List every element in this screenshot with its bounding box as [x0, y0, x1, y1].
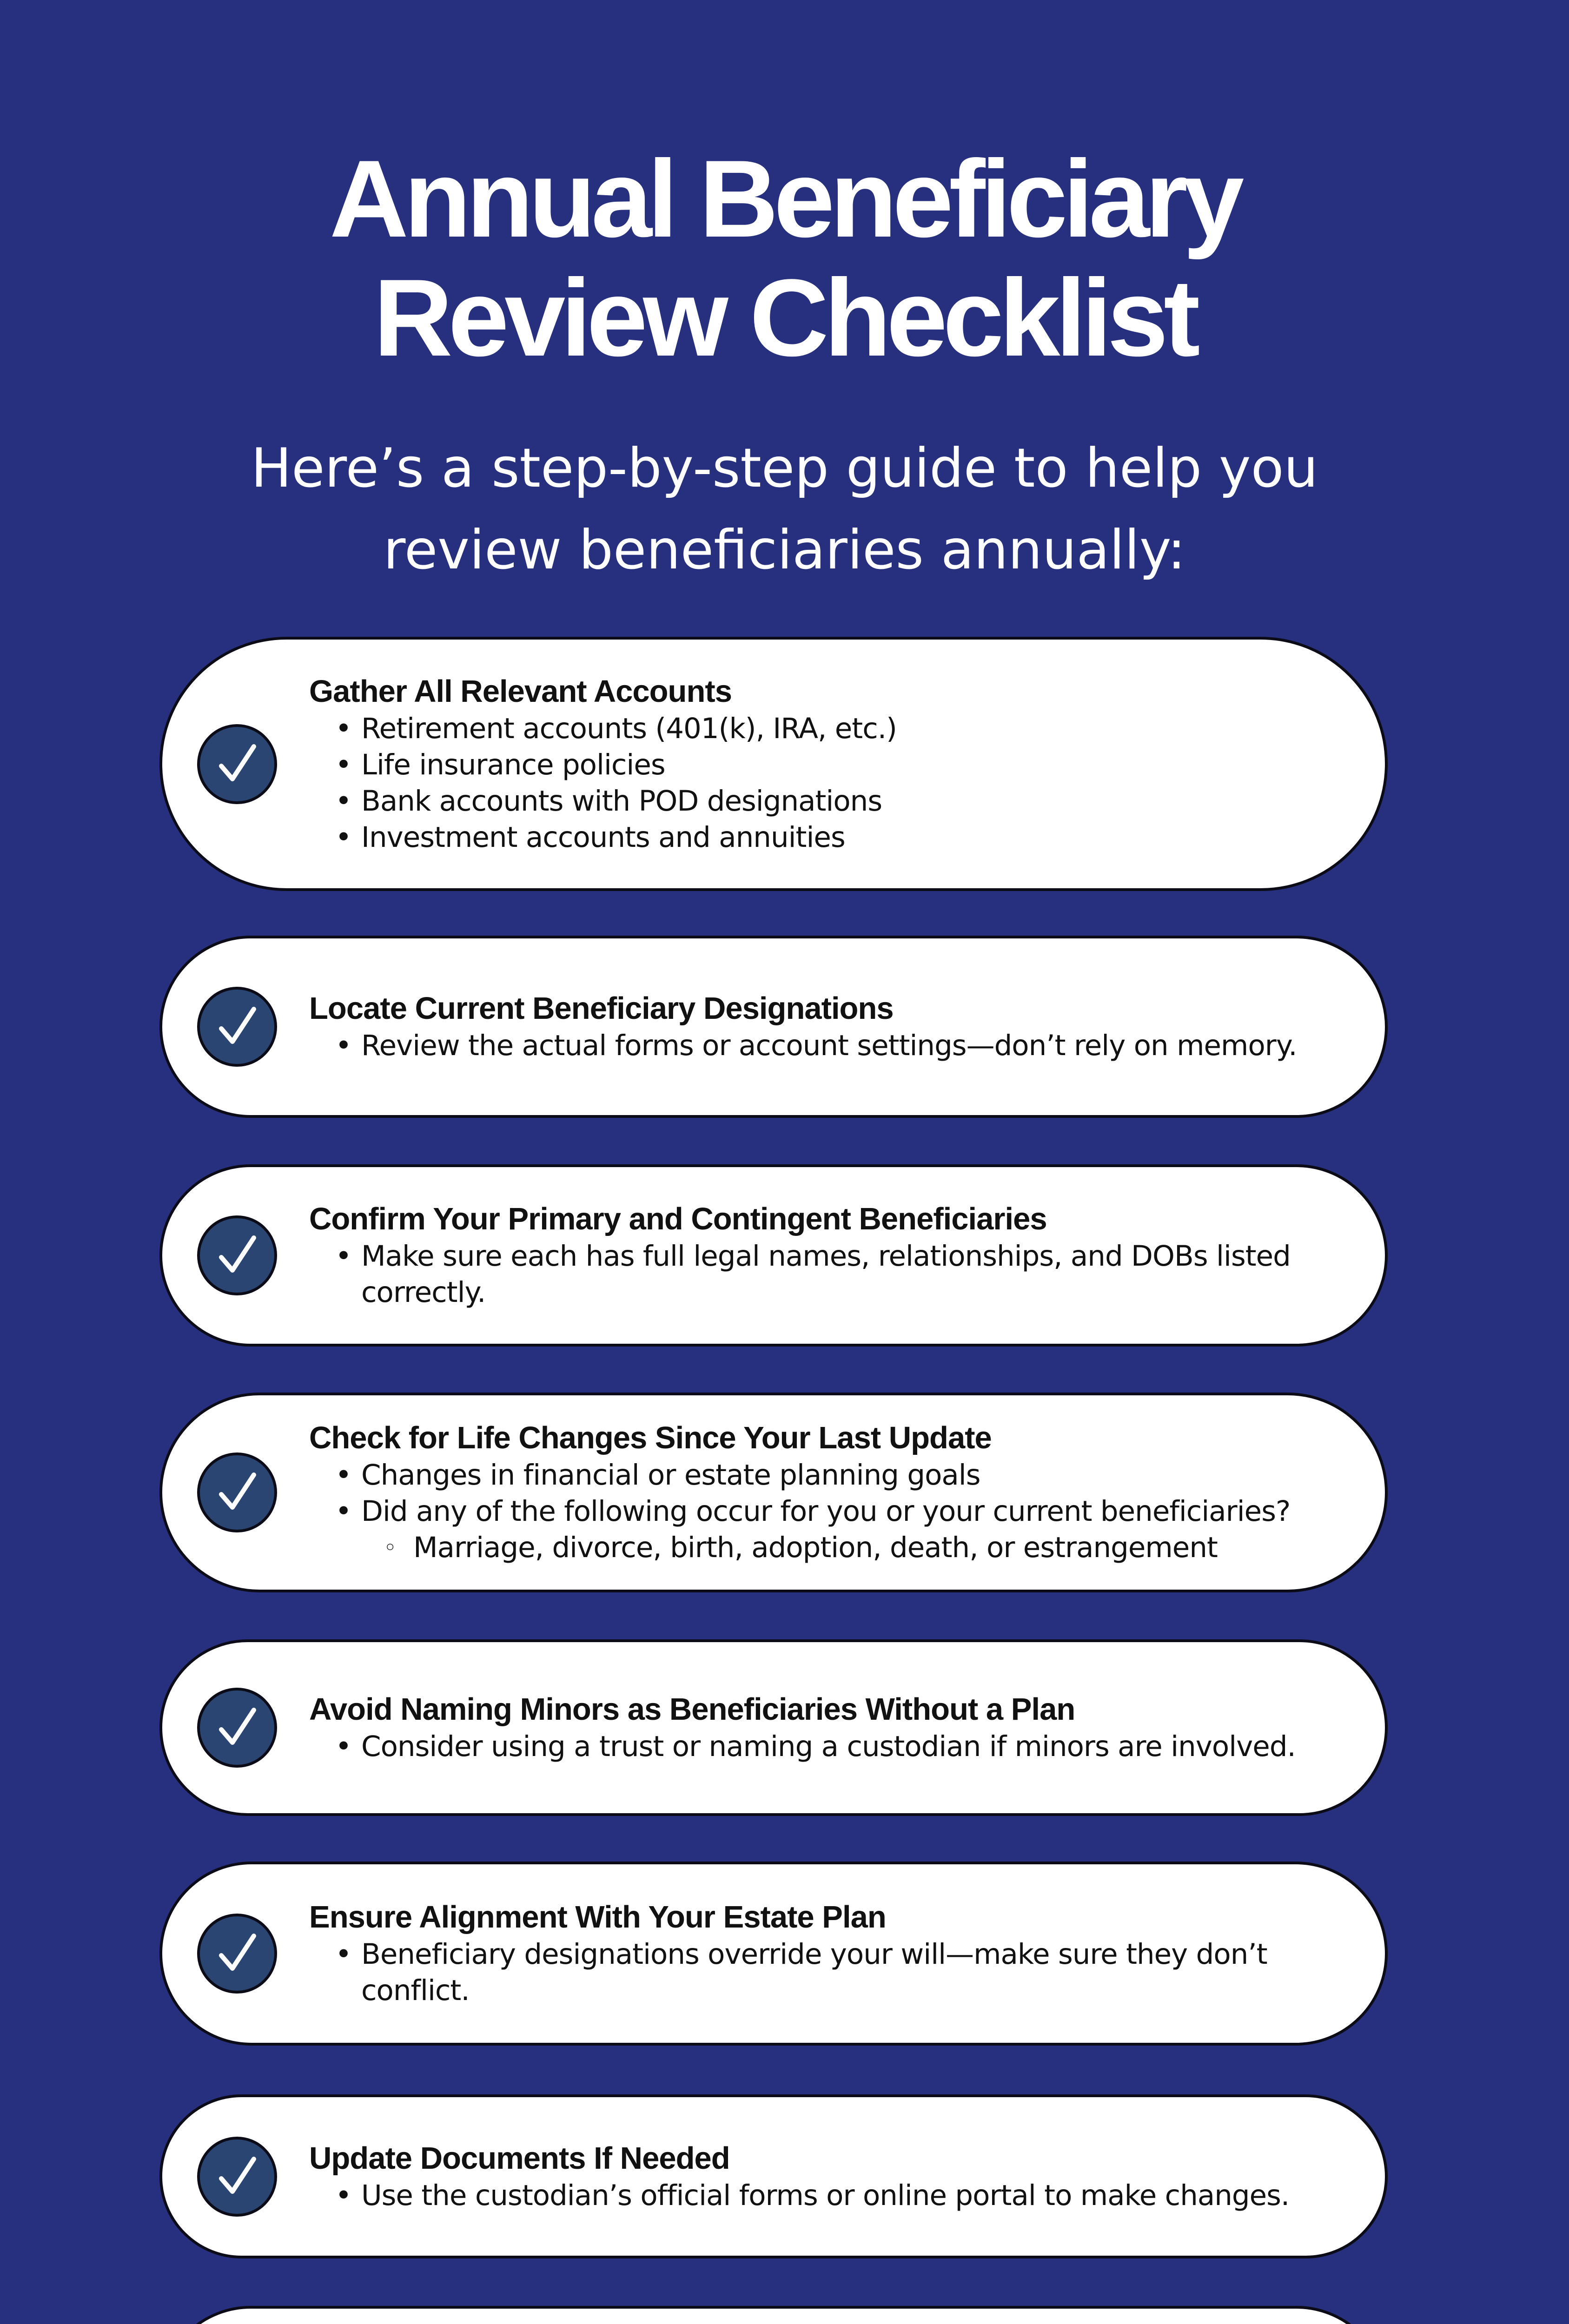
- list-item: • Consider using a trust or naming a custodian if minors are involved.: [309, 1729, 1329, 1765]
- sub-list-item: ◦ Marriage, divorce, birth, adoption, death, or estrangement: [309, 1530, 1329, 1566]
- checkmark-icon: [197, 1215, 277, 1295]
- list-item: • Beneficiary designations override your will—make sure they don’t conflict.: [309, 1936, 1329, 2009]
- checklist-card-update-documents: [159, 2094, 1388, 2258]
- card-title: Check for Life Changes Since Your Last Update: [309, 1420, 992, 1455]
- list-item: • Retirement accounts (401(k), IRA, etc.): [309, 711, 1329, 747]
- card-content: [309, 1690, 1329, 1765]
- card-title: Ensure Alignment With Your Estate Plan: [309, 1900, 886, 1934]
- card-content: [309, 673, 1329, 856]
- card-content: [309, 1200, 1329, 1311]
- checklist-card-estate-alignment: [159, 1862, 1388, 2046]
- checkmark-icon: [197, 1914, 277, 1994]
- checklist-card-gather-accounts: [159, 637, 1388, 891]
- list-item: • Life insurance policies: [309, 747, 1329, 783]
- card-content: [309, 1419, 1329, 1566]
- list-item: • Changes in financial or estate planning goals: [309, 1457, 1329, 1493]
- checkmark-icon: [197, 987, 277, 1067]
- subtitle-line-1: Here’s a step-by-step guide to help you: [251, 437, 1318, 500]
- subtitle-line-2: review beneficiaries annually:: [383, 519, 1186, 581]
- checklist-card-locate-designations: [159, 936, 1388, 1118]
- list-item: • Make sure each has full legal names, relationships, and DOBs listed correctly.: [309, 1238, 1329, 1311]
- checklist-card-avoid-minors: [159, 1639, 1388, 1816]
- bullet-list: [309, 1457, 1329, 1566]
- bullet-list: [309, 2178, 1329, 2214]
- card-content: [309, 1898, 1329, 2009]
- list-item: • Use the custodian’s official forms or online portal to make changes.: [309, 2178, 1329, 2214]
- list-item: • Investment accounts and annuities: [309, 819, 1329, 856]
- list-item: • Bank accounts with POD designations: [309, 783, 1329, 819]
- bullet-list: [309, 1729, 1329, 1765]
- checkmark-icon: [197, 2137, 277, 2217]
- card-title: Update Documents If Needed: [309, 2140, 730, 2176]
- title-line-2: Review Checklist: [373, 257, 1196, 379]
- list-item: • Did any of the following occur for you or your current beneficiaries?: [309, 1493, 1329, 1530]
- card-title: Gather All Relevant Accounts: [309, 673, 732, 709]
- page-title: [0, 139, 1569, 377]
- bullet-list: [309, 1936, 1329, 2009]
- checklist-card-life-changes: [159, 1393, 1388, 1592]
- checklist-card-confirm-beneficiaries: [159, 1164, 1388, 1347]
- bullet-list: [309, 1238, 1329, 1311]
- checkmark-icon: [197, 1688, 277, 1768]
- card-content: [309, 990, 1329, 1064]
- card-title: Avoid Naming Minors as Beneficiaries Without a Plan: [309, 1692, 1075, 1727]
- checkmark-icon: [197, 1452, 277, 1532]
- card-title: Locate Current Beneficiary Designations: [309, 991, 894, 1026]
- title-line-1: Annual Beneficiary: [329, 138, 1240, 260]
- checkmark-icon: [197, 724, 277, 804]
- list-item: • Review the actual forms or account settings—don’t rely on memory.: [309, 1028, 1329, 1064]
- card-title: Confirm Your Primary and Contingent Beneficiaries: [309, 1202, 1047, 1236]
- card-content: [309, 2139, 1329, 2214]
- bullet-list: [309, 1028, 1329, 1064]
- page-subtitle: [0, 428, 1569, 591]
- checklist-card-store-copies: [159, 2306, 1388, 2324]
- bullet-list: [309, 711, 1329, 856]
